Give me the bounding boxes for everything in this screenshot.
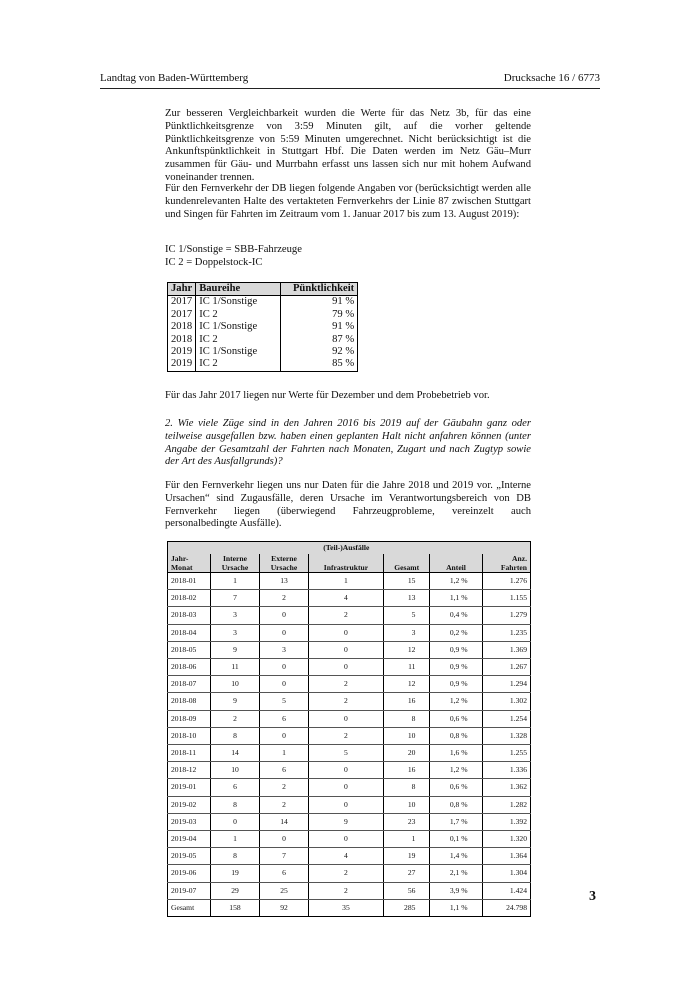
outage-total-row <box>168 899 531 916</box>
cell-internal: 11 <box>211 659 260 676</box>
header-trip-count: Anz. Fahrten <box>482 554 530 573</box>
cell-trip-count: 1.320 <box>482 831 530 848</box>
total-share: 1,1 % <box>430 899 482 916</box>
cell-total: 20 <box>383 745 430 762</box>
cell-share: 2,1 % <box>430 865 482 882</box>
cell-external: 7 <box>260 848 309 865</box>
cell-internal: 19 <box>211 865 260 882</box>
total-trip-count: 24.798 <box>482 899 530 916</box>
cell-year-month: 2019-05 <box>168 848 211 865</box>
cell-punctuality: 79 % <box>281 309 358 321</box>
cell-year-month: 2019-04 <box>168 831 211 848</box>
cell-internal: 3 <box>211 607 260 624</box>
cell-external: 3 <box>260 641 309 658</box>
punctuality-row <box>168 334 358 346</box>
outage-row <box>168 813 531 830</box>
cell-year: 2019 <box>168 358 196 371</box>
cell-share: 0,9 % <box>430 641 482 658</box>
cell-infrastructure: 2 <box>309 693 384 710</box>
cell-infrastructure: 9 <box>309 813 384 830</box>
punctuality-row <box>168 296 358 309</box>
cell-total: 12 <box>383 641 430 658</box>
cell-total: 16 <box>383 693 430 710</box>
total-year-month: Gesamt <box>168 899 211 916</box>
cell-internal: 1 <box>211 831 260 848</box>
cell-share: 0,1 % <box>430 831 482 848</box>
question-2: 2. Wie viele Züge sind in den Jahren 2016 bis 2019 auf der Gäubahn ganz oder teilweise ausgefallen bzw. haben einen geplanten Halt nicht anfahren können (unter Angabe der Gesamtzahl der Fahrten nach Monaten, Zugart und nach Zugtyp sowie der Art des Ausfallgrunds)? <box>165 418 531 468</box>
cell-share: 0,8 % <box>430 796 482 813</box>
cell-internal: 1 <box>211 573 260 590</box>
cell-year-month: 2019-06 <box>168 865 211 882</box>
cell-year-month: 2019-07 <box>168 882 211 899</box>
cell-year-month: 2018-05 <box>168 641 211 658</box>
cell-external: 0 <box>260 659 309 676</box>
cell-series: IC 2 <box>196 309 281 321</box>
outage-row <box>168 641 531 658</box>
cell-trip-count: 1.302 <box>482 693 530 710</box>
cell-year-month: 2019-02 <box>168 796 211 813</box>
outage-row <box>168 573 531 590</box>
header-share: Anteil <box>430 554 482 573</box>
outage-table <box>167 541 531 917</box>
cell-share: 1,2 % <box>430 693 482 710</box>
cell-infrastructure: 0 <box>309 779 384 796</box>
header-external: Externe Ursache <box>260 554 309 573</box>
cell-year: 2019 <box>168 346 196 358</box>
total-internal: 158 <box>211 899 260 916</box>
cell-external: 6 <box>260 762 309 779</box>
cell-share: 1,4 % <box>430 848 482 865</box>
cell-trip-count: 1.254 <box>482 710 530 727</box>
cell-total: 8 <box>383 779 430 796</box>
cell-trip-count: 1.364 <box>482 848 530 865</box>
header-parliament-name: Landtag von Baden-Württemberg <box>100 72 249 84</box>
cell-year-month: 2018-09 <box>168 710 211 727</box>
cell-external: 0 <box>260 624 309 641</box>
cell-trip-count: 1.276 <box>482 573 530 590</box>
cell-internal: 8 <box>211 848 260 865</box>
legend <box>165 244 531 270</box>
cell-trip-count: 1.336 <box>482 762 530 779</box>
punctuality-row <box>168 346 358 358</box>
header-total: Gesamt <box>383 554 430 573</box>
cell-punctuality: 91 % <box>281 296 358 309</box>
cell-year-month: 2018-10 <box>168 727 211 744</box>
cell-share: 0,4 % <box>430 607 482 624</box>
cell-internal: 2 <box>211 710 260 727</box>
legend-ic1: IC 1/Sonstige = SBB-Fahrzeuge <box>165 244 302 255</box>
cell-share: 1,2 % <box>430 573 482 590</box>
cell-share: 0,2 % <box>430 624 482 641</box>
cell-infrastructure: 0 <box>309 641 384 658</box>
cell-total: 10 <box>383 796 430 813</box>
cell-external: 5 <box>260 693 309 710</box>
cell-year-month: 2018-06 <box>168 659 211 676</box>
outage-header-row <box>168 554 531 573</box>
cell-external: 6 <box>260 865 309 882</box>
cell-year-month: 2018-12 <box>168 762 211 779</box>
cell-infrastructure: 2 <box>309 607 384 624</box>
cell-trip-count: 1.235 <box>482 624 530 641</box>
cell-punctuality: 92 % <box>281 346 358 358</box>
cell-trip-count: 1.328 <box>482 727 530 744</box>
cell-series: IC 2 <box>196 358 281 371</box>
cell-trip-count: 1.392 <box>482 813 530 830</box>
cell-external: 25 <box>260 882 309 899</box>
cell-infrastructure: 4 <box>309 590 384 607</box>
cell-trip-count: 1.282 <box>482 796 530 813</box>
cell-external: 2 <box>260 796 309 813</box>
cell-year-month: 2018-07 <box>168 676 211 693</box>
header-punctuality: Pünktlichkeit <box>281 283 358 296</box>
cell-total: 1 <box>383 831 430 848</box>
cell-year-month: 2018-04 <box>168 624 211 641</box>
cell-trip-count: 1.369 <box>482 641 530 658</box>
outage-row <box>168 745 531 762</box>
cell-share: 0,6 % <box>430 779 482 796</box>
group-header-outages: (Teil-)Ausfälle <box>211 542 483 555</box>
cell-series: IC 1/Sonstige <box>196 346 281 358</box>
cell-trip-count: 1.304 <box>482 865 530 882</box>
outage-row <box>168 831 531 848</box>
cell-share: 1,6 % <box>430 745 482 762</box>
cell-year-month: 2019-03 <box>168 813 211 830</box>
cell-year-month: 2019-01 <box>168 779 211 796</box>
cell-infrastructure: 0 <box>309 659 384 676</box>
cell-share: 0,8 % <box>430 727 482 744</box>
cell-external: 2 <box>260 590 309 607</box>
cell-external: 14 <box>260 813 309 830</box>
cell-series: IC 1/Sonstige <box>196 296 281 309</box>
cell-infrastructure: 0 <box>309 762 384 779</box>
outage-row <box>168 659 531 676</box>
cell-internal: 7 <box>211 590 260 607</box>
cell-internal: 10 <box>211 676 260 693</box>
cell-year: 2018 <box>168 334 196 346</box>
cell-infrastructure: 5 <box>309 745 384 762</box>
outage-row <box>168 676 531 693</box>
cell-internal: 0 <box>211 813 260 830</box>
cell-external: 0 <box>260 607 309 624</box>
header-document-number: Drucksache 16 / 6773 <box>503 72 600 84</box>
cell-external: 0 <box>260 727 309 744</box>
cell-punctuality: 87 % <box>281 334 358 346</box>
total-infrastructure: 35 <box>309 899 384 916</box>
page-header <box>100 72 600 88</box>
cell-external: 13 <box>260 573 309 590</box>
cell-total: 23 <box>383 813 430 830</box>
cell-share: 3,9 % <box>430 882 482 899</box>
cell-total: 16 <box>383 762 430 779</box>
punctuality-row <box>168 321 358 333</box>
cell-total: 15 <box>383 573 430 590</box>
cell-trip-count: 1.294 <box>482 676 530 693</box>
cell-infrastructure: 0 <box>309 796 384 813</box>
cell-infrastructure: 0 <box>309 710 384 727</box>
outage-row <box>168 590 531 607</box>
cell-internal: 6 <box>211 779 260 796</box>
cell-share: 0,6 % <box>430 710 482 727</box>
header-year-month: Jahr-Monat <box>168 554 211 573</box>
cell-internal: 29 <box>211 882 260 899</box>
cell-trip-count: 1.279 <box>482 607 530 624</box>
cell-total: 19 <box>383 848 430 865</box>
total-external: 92 <box>260 899 309 916</box>
cell-external: 6 <box>260 710 309 727</box>
outage-group-header-row <box>168 542 531 555</box>
cell-trip-count: 1.424 <box>482 882 530 899</box>
cell-total: 3 <box>383 624 430 641</box>
outage-row <box>168 848 531 865</box>
cell-series: IC 1/Sonstige <box>196 321 281 333</box>
cell-share: 1,2 % <box>430 762 482 779</box>
outage-row <box>168 727 531 744</box>
cell-infrastructure: 0 <box>309 831 384 848</box>
cell-infrastructure: 2 <box>309 676 384 693</box>
outage-row <box>168 865 531 882</box>
cell-total: 12 <box>383 676 430 693</box>
cell-external: 2 <box>260 779 309 796</box>
cell-series: IC 2 <box>196 334 281 346</box>
header-divider <box>100 88 600 89</box>
outage-row <box>168 607 531 624</box>
cell-year-month: 2018-01 <box>168 573 211 590</box>
cell-share: 0,9 % <box>430 676 482 693</box>
cell-year-month: 2018-02 <box>168 590 211 607</box>
cell-share: 0,9 % <box>430 659 482 676</box>
cell-internal: 8 <box>211 727 260 744</box>
cell-total: 56 <box>383 882 430 899</box>
cell-year: 2017 <box>168 296 196 309</box>
cell-year: 2018 <box>168 321 196 333</box>
cell-external: 0 <box>260 831 309 848</box>
cell-infrastructure: 1 <box>309 573 384 590</box>
cell-trip-count: 1.362 <box>482 779 530 796</box>
outage-row <box>168 882 531 899</box>
legend-ic2: IC 2 = Doppelstock-IC <box>165 256 263 268</box>
cell-year-month: 2018-11 <box>168 745 211 762</box>
paragraph-outage-data: Für den Fernverkehr liegen uns nur Daten für die Jahre 2018 und 2019 vor. „Interne Ursachen“ sind Zugausfälle, deren Ursache im Verantwortungsbereich von DB Fernverkehr liegen (überwiegend Fahrzeugprobleme, vereinzelt auch personalbedingte Ausfälle). <box>165 480 531 530</box>
cell-punctuality: 91 % <box>281 321 358 333</box>
cell-internal: 10 <box>211 762 260 779</box>
cell-total: 5 <box>383 607 430 624</box>
paragraph-long-distance: Für den Fernverkehr der DB liegen folgende Angaben vor (berücksichtigt werden alle kundenrelevanten Halte des vertakteten Fernverkehrs der Linie 87 zwischen Stuttgart und Singen für Fahrten im Zeitraum vom 1. Januar 2017 bis zum 13. August 2019): <box>165 183 531 220</box>
outage-row <box>168 624 531 641</box>
cell-year-month: 2018-03 <box>168 607 211 624</box>
cell-external: 1 <box>260 745 309 762</box>
punctuality-header-row <box>168 283 358 296</box>
header-infrastructure: Infrastruktur <box>309 554 384 573</box>
paragraph-2017-note: Für das Jahr 2017 liegen nur Werte für Dezember und dem Probebetrieb vor. <box>165 390 490 401</box>
cell-trip-count: 1.267 <box>482 659 530 676</box>
header-series: Baureihe <box>196 283 281 296</box>
cell-infrastructure: 2 <box>309 882 384 899</box>
cell-internal: 9 <box>211 641 260 658</box>
cell-total: 13 <box>383 590 430 607</box>
header-internal: Interne Ursache <box>211 554 260 573</box>
outage-row <box>168 710 531 727</box>
cell-trip-count: 1.255 <box>482 745 530 762</box>
punctuality-row <box>168 309 358 321</box>
cell-share: 1,7 % <box>430 813 482 830</box>
cell-infrastructure: 4 <box>309 848 384 865</box>
page-number: 3 <box>589 889 596 904</box>
cell-infrastructure: 0 <box>309 624 384 641</box>
cell-internal: 8 <box>211 796 260 813</box>
cell-infrastructure: 2 <box>309 727 384 744</box>
cell-infrastructure: 2 <box>309 865 384 882</box>
total-total: 285 <box>383 899 430 916</box>
header-year: Jahr <box>168 283 196 296</box>
cell-total: 11 <box>383 659 430 676</box>
cell-total: 10 <box>383 727 430 744</box>
outage-row <box>168 779 531 796</box>
punctuality-row <box>168 358 358 371</box>
punctuality-table <box>167 282 358 372</box>
cell-internal: 14 <box>211 745 260 762</box>
outage-row <box>168 762 531 779</box>
cell-internal: 9 <box>211 693 260 710</box>
cell-year-month: 2018-08 <box>168 693 211 710</box>
cell-year: 2017 <box>168 309 196 321</box>
paragraph-comparability: Zur besseren Vergleichbarkeit wurden die Werte für das Netz 3b, für das eine Pünktlichkeitsgrenze von 3:59 Minuten gilt, auf die vorher geltende Pünktlichkeitsgrenze von 5:59 Minuten umgerechnet. Nicht berücksichtigt ist die Ankunftspünktlichkeit in Stuttgart Hbf. Die Daten werden im Netz Gäu–Murr zusammen für Gäu- und Murrbahn erfasst uns lassen sich nur mit hohem Aufwand voneinander trennen. <box>165 108 531 183</box>
cell-total: 8 <box>383 710 430 727</box>
cell-internal: 3 <box>211 624 260 641</box>
cell-trip-count: 1.155 <box>482 590 530 607</box>
cell-share: 1,1 % <box>430 590 482 607</box>
cell-punctuality: 85 % <box>281 358 358 371</box>
cell-external: 0 <box>260 676 309 693</box>
cell-total: 27 <box>383 865 430 882</box>
outage-row <box>168 693 531 710</box>
outage-row <box>168 796 531 813</box>
